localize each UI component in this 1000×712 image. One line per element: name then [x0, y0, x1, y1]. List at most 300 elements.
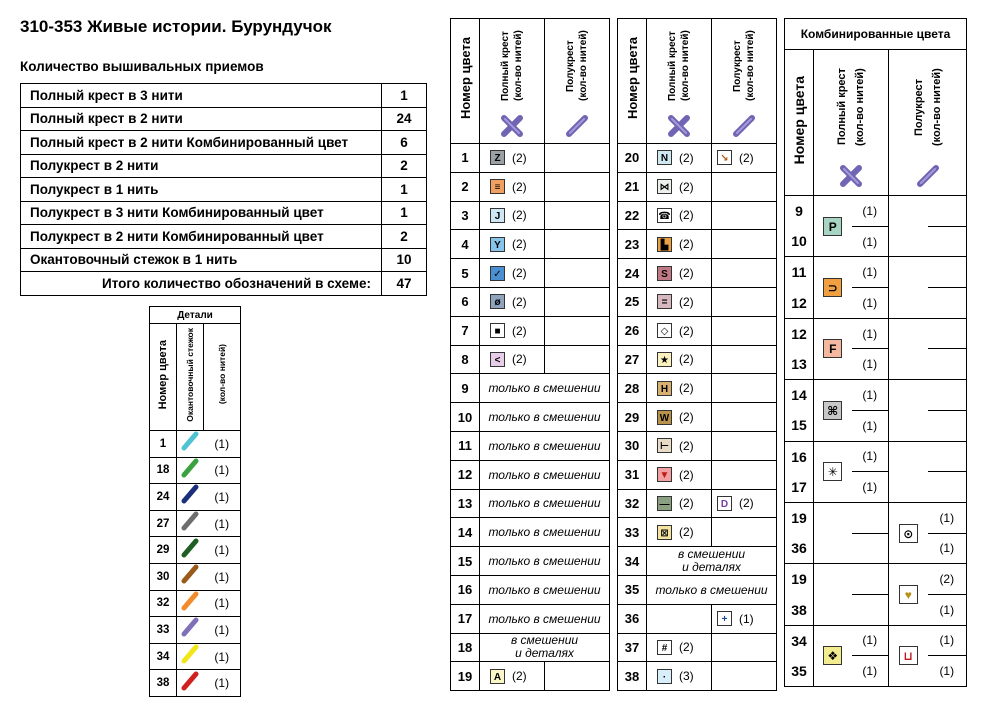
table-row [451, 460, 610, 489]
header-threads: (кол-во нитей) [217, 344, 228, 405]
table-row [451, 259, 610, 288]
symbol-icon: ⊃ [823, 278, 842, 297]
table-row [618, 144, 777, 173]
half-thread-count: (1) [928, 625, 967, 656]
half-cross-cell [712, 633, 777, 662]
mix-only-note: только в смешении [480, 575, 610, 604]
note-line-1: в смешении [510, 633, 579, 648]
symbol-icon: ⊢ [657, 438, 672, 453]
details-row [150, 510, 241, 537]
full-cross-cell [647, 633, 712, 662]
table-row [618, 230, 777, 259]
full-cross-cell [647, 230, 712, 259]
color-number: 37 [618, 633, 647, 662]
half-cross-cell [712, 604, 777, 633]
thread-count: (2) [512, 208, 527, 223]
full-cross-cell [814, 564, 852, 625]
combined-row [785, 656, 967, 687]
symbol-icon: ø [490, 294, 505, 309]
color-number: 18 [451, 633, 480, 662]
thread-count: (1) [852, 226, 889, 257]
details-row [150, 484, 241, 511]
details-thread-count: (1) [204, 510, 241, 537]
summary-row-value: 10 [382, 248, 427, 272]
half-cross-cell [545, 287, 610, 316]
table-row [618, 662, 777, 691]
color-number: 20 [618, 144, 647, 173]
details-row [150, 590, 241, 617]
table-row [618, 345, 777, 374]
symbol-icon: ★ [657, 352, 672, 367]
backstitch-line-icon [180, 511, 200, 531]
details-color-number: 29 [150, 537, 177, 564]
table-row [618, 547, 777, 576]
symbol-icon: N [657, 150, 672, 165]
half-cross-cell [712, 259, 777, 288]
backstitch-icon [177, 617, 204, 644]
half-cross-cell [712, 431, 777, 460]
half-thread-count: (1) [928, 533, 967, 564]
backstitch-line-icon [180, 671, 200, 691]
backstitch-line-icon [180, 617, 200, 637]
summary-row [21, 201, 427, 225]
backstitch-icon [177, 563, 204, 590]
symbol-icon: ✓ [490, 266, 505, 281]
half-symbol-icon: + [717, 611, 732, 626]
table-row [451, 489, 610, 518]
symbol-icon: · [657, 669, 672, 684]
symbol-icon: < [490, 352, 505, 367]
symbol-icon: F [823, 339, 842, 358]
thread-count: (1) [852, 257, 889, 288]
combined-title: Комбинированные цвета [785, 19, 967, 50]
details-thread-count: (1) [204, 431, 241, 458]
symbol-icon: ≡ [490, 179, 505, 194]
combined-row [785, 594, 967, 625]
backstitch-icon [177, 457, 204, 484]
mix-and-details-note [647, 547, 777, 576]
full-cross-cell [647, 345, 712, 374]
details-color-number: 24 [150, 484, 177, 511]
color-number: 5 [451, 259, 480, 288]
half-cross-cell [712, 201, 777, 230]
half-thread-count: (1) [928, 502, 967, 533]
full-cross-cell [480, 144, 545, 173]
backstitch-line-icon [180, 591, 200, 611]
symbol-icon: S [657, 266, 672, 281]
color-number: 15 [451, 547, 480, 576]
color-number: 10 [451, 403, 480, 432]
full-cross-cell [647, 172, 712, 201]
details-color-number: 1 [150, 431, 177, 458]
details-thread-count: (1) [204, 484, 241, 511]
table-row [451, 144, 610, 173]
color-number: 2 [451, 172, 480, 201]
symbol-icon: J [490, 208, 505, 223]
color-number: 19 [451, 662, 480, 691]
details-row [150, 537, 241, 564]
details-row [150, 617, 241, 644]
symbol-icon: H [657, 381, 672, 396]
thread-count: (2) [512, 179, 527, 194]
color-number: 13 [451, 489, 480, 518]
half-cross-cell [889, 196, 928, 257]
details-thread-count: (1) [204, 457, 241, 484]
details-color-number: 34 [150, 643, 177, 670]
combined-row [785, 564, 967, 595]
table-row [451, 345, 610, 374]
header-color-number: Номер цвета [157, 339, 169, 410]
table-row [451, 604, 610, 633]
backstitch-icon [177, 643, 204, 670]
header-backstitch: Окантовочный стежок [185, 327, 195, 422]
thread-count: (2) [679, 381, 694, 396]
header-half-cross: Полукрест [565, 40, 576, 92]
color-number: 36 [785, 533, 814, 564]
half-cross-cell [712, 316, 777, 345]
combined-row [785, 226, 967, 257]
table-header-row [618, 19, 777, 144]
full-cross-cell [814, 441, 852, 502]
half-thread-count [928, 257, 967, 288]
full-cross-cell [480, 259, 545, 288]
details-color-number: 38 [150, 670, 177, 697]
mix-only-note: только в смешении [480, 604, 610, 633]
combined-row [785, 472, 967, 503]
symbol-table-2 [617, 18, 777, 691]
backstitch-icon [177, 484, 204, 511]
thread-count: (2) [512, 266, 527, 281]
combined-row [785, 349, 967, 380]
header-half-cross: Полукрест [912, 78, 925, 136]
color-number: 12 [451, 460, 480, 489]
combined-row [785, 288, 967, 319]
table-row [451, 316, 610, 345]
symbol-icon: A [490, 669, 505, 684]
half-cross-cell [712, 144, 777, 173]
color-number: 35 [785, 656, 814, 687]
full-cross-cell [480, 287, 545, 316]
half-thread-count [928, 410, 967, 441]
table-row [618, 403, 777, 432]
summary-row-value: 2 [382, 225, 427, 249]
half-cross-icon [889, 163, 966, 189]
color-number: 16 [451, 575, 480, 604]
combined-row [785, 502, 967, 533]
backstitch-icon [177, 590, 204, 617]
full-cross-cell [814, 502, 852, 563]
backstitch-line-icon [180, 538, 200, 558]
full-cross-cell [647, 662, 712, 691]
details-thread-count: (1) [204, 617, 241, 644]
backstitch-icon [177, 431, 204, 458]
summary-row [21, 178, 427, 202]
header-threads: (кол-во нитей) [578, 30, 589, 102]
symbol-icon: ⊠ [657, 525, 672, 540]
color-number: 10 [785, 226, 814, 257]
header-threads: (кол-во нитей) [930, 67, 943, 146]
backstitch-line-icon [180, 484, 200, 504]
half-symbol-icon: D [717, 496, 732, 511]
color-number: 7 [451, 316, 480, 345]
details-title-row [150, 307, 241, 324]
thread-count: (2) [512, 294, 527, 309]
half-thread-count: (1) [739, 611, 754, 626]
summary-row-value: 24 [382, 107, 427, 131]
full-cross-cell [647, 201, 712, 230]
half-cross-cell [712, 374, 777, 403]
half-thread-count [928, 288, 967, 319]
full-cross-cell [647, 518, 712, 547]
table-row [451, 575, 610, 604]
half-cross-cell [545, 316, 610, 345]
color-number: 11 [785, 257, 814, 288]
symbol-icon: Y [490, 237, 505, 252]
combined-row [785, 410, 967, 441]
header-full-cross: Полный крест [667, 31, 678, 101]
color-number: 6 [451, 287, 480, 316]
summary-row-value: 1 [382, 178, 427, 202]
header-half-cross: Полукрест [732, 40, 743, 92]
summary-subtitle: Количество вышивальных приемов [20, 59, 264, 74]
half-thread-count: (2) [739, 496, 754, 511]
summary-row-label: Окантовочный стежок в 1 нить [21, 248, 382, 272]
thread-count [852, 533, 889, 564]
thread-count: (2) [512, 352, 527, 367]
combined-title-row [785, 19, 967, 50]
thread-count: (1) [852, 288, 889, 319]
symbol-icon: ■ [490, 323, 505, 338]
combined-row [785, 257, 967, 288]
combined-row [785, 625, 967, 656]
half-cross-cell [545, 172, 610, 201]
half-thread-count [928, 226, 967, 257]
details-row [150, 431, 241, 458]
mix-only-note: только в смешении [480, 431, 610, 460]
thread-count: (2) [679, 208, 694, 223]
symbol-icon: W [657, 410, 672, 425]
full-cross-cell [647, 604, 712, 633]
full-cross-cell [480, 662, 545, 691]
thread-count: (2) [679, 179, 694, 194]
full-cross-cell [480, 316, 545, 345]
full-cross-cell [480, 172, 545, 201]
table-row [618, 604, 777, 633]
details-color-number: 32 [150, 590, 177, 617]
color-number: 17 [451, 604, 480, 633]
combined-colors-table [784, 18, 967, 687]
half-cross-cell [545, 662, 610, 691]
details-color-number: 30 [150, 563, 177, 590]
combined-row [785, 533, 967, 564]
page-title: 310-353 Живые истории. Бурундучок [20, 17, 332, 36]
color-number: 19 [785, 502, 814, 533]
symbol-icon: ◇ [657, 323, 672, 338]
half-thread-count [928, 380, 967, 411]
note-line-1: в смешении [677, 547, 746, 562]
summary-row-value: 1 [382, 84, 427, 108]
thread-count: (2) [679, 150, 694, 165]
full-cross-cell [647, 144, 712, 173]
thread-count [852, 594, 889, 625]
full-cross-cell [647, 316, 712, 345]
thread-count: (2) [512, 669, 527, 684]
full-cross-cell [647, 460, 712, 489]
table-row [451, 633, 610, 662]
half-thread-count [928, 441, 967, 472]
thread-count: (2) [679, 467, 694, 482]
backstitch-line-icon [180, 564, 200, 584]
thread-count: (2) [679, 640, 694, 655]
color-number: 8 [451, 345, 480, 374]
half-thread-count: (2) [928, 564, 967, 595]
header-threads: (кол-во нитей) [745, 30, 756, 102]
summary-total-row [21, 272, 427, 296]
color-number: 17 [785, 472, 814, 503]
table-row [618, 431, 777, 460]
details-header-row [150, 324, 241, 431]
summary-row-label: Полный крест в 3 нити [21, 84, 382, 108]
mix-only-note: только в смешении [480, 403, 610, 432]
full-cross-cell [814, 318, 852, 379]
combined-header-row [785, 50, 967, 196]
table-row [618, 489, 777, 518]
color-number: 34 [785, 625, 814, 656]
color-number: 22 [618, 201, 647, 230]
color-number: 33 [618, 518, 647, 547]
half-cross-cell [712, 287, 777, 316]
thread-count: (2) [679, 266, 694, 281]
thread-count: (2) [679, 410, 694, 425]
header-color-number: Номер цвета [624, 37, 640, 120]
header-threads: (кол-во нитей) [513, 30, 524, 102]
half-cross-cell [545, 259, 610, 288]
color-number: 21 [618, 172, 647, 201]
thread-count: (2) [679, 438, 694, 453]
color-number: 14 [451, 518, 480, 547]
thread-count: (3) [679, 669, 694, 684]
color-number: 27 [618, 345, 647, 374]
summary-row [21, 131, 427, 155]
half-cross-cell [712, 403, 777, 432]
mix-only-note: только в смешении [480, 518, 610, 547]
symbol-icon: P [823, 217, 842, 236]
table-row [618, 259, 777, 288]
summary-total-value: 47 [382, 272, 427, 296]
color-number: 34 [618, 547, 647, 576]
full-cross-cell [647, 431, 712, 460]
summary-total-label: Итого количество обозначений в схеме: [21, 272, 382, 296]
thread-count: (2) [679, 237, 694, 252]
table-row [451, 374, 610, 403]
table-row [451, 403, 610, 432]
color-number: 38 [618, 662, 647, 691]
table-row [451, 547, 610, 576]
details-thread-count: (1) [204, 537, 241, 564]
summary-row-value: 2 [382, 154, 427, 178]
header-threads: (кол-во нитей) [680, 30, 691, 102]
half-symbol-icon: ⊙ [899, 524, 918, 543]
color-number: 38 [785, 594, 814, 625]
details-thread-count: (1) [204, 590, 241, 617]
color-number: 36 [618, 604, 647, 633]
full-cross-cell [647, 287, 712, 316]
details-row [150, 457, 241, 484]
half-cross-icon [712, 113, 776, 139]
header-color-number: Номер цвета [457, 37, 473, 120]
full-cross-cell [814, 625, 852, 686]
full-cross-cell [814, 257, 852, 318]
color-number: 1 [451, 144, 480, 173]
details-title: Детали [150, 307, 241, 324]
half-cross-cell [545, 230, 610, 259]
table-row [451, 172, 610, 201]
color-number: 31 [618, 460, 647, 489]
backstitch-line-icon [180, 644, 200, 664]
summary-table [20, 83, 427, 296]
full-cross-icon [647, 113, 711, 139]
color-number: 32 [618, 489, 647, 518]
thread-count [852, 564, 889, 595]
thread-count: (1) [852, 410, 889, 441]
full-cross-cell [814, 380, 852, 441]
color-number: 4 [451, 230, 480, 259]
thread-count: (1) [852, 472, 889, 503]
details-thread-count: (1) [204, 670, 241, 697]
full-cross-icon [480, 113, 544, 139]
color-number: 23 [618, 230, 647, 259]
half-cross-cell [712, 345, 777, 374]
symbol-icon: Z [490, 150, 505, 165]
symbol-icon: ☎ [657, 208, 672, 223]
symbol-icon: = [657, 294, 672, 309]
full-cross-cell [647, 259, 712, 288]
color-number: 24 [618, 259, 647, 288]
symbol-icon: ▼ [657, 467, 672, 482]
table-row [618, 201, 777, 230]
half-cross-cell [545, 144, 610, 173]
color-number: 12 [785, 288, 814, 319]
table-row [451, 518, 610, 547]
summary-row-label: Полный крест в 2 нити [21, 107, 382, 131]
table-row [618, 633, 777, 662]
half-cross-cell [712, 489, 777, 518]
combined-row [785, 318, 967, 349]
full-cross-cell [480, 201, 545, 230]
details-thread-count: (1) [204, 643, 241, 670]
thread-count: (2) [679, 323, 694, 338]
thread-count: (1) [852, 656, 889, 687]
symbol-icon: — [657, 496, 672, 511]
full-cross-icon [814, 163, 888, 189]
half-symbol-icon: ⊔ [899, 646, 918, 665]
full-cross-cell [647, 374, 712, 403]
half-cross-cell [889, 441, 928, 502]
combined-row [785, 380, 967, 411]
half-thread-count: (1) [928, 656, 967, 687]
thread-count: (2) [679, 294, 694, 309]
summary-row-value: 1 [382, 201, 427, 225]
header-color-number: Номер цвета [791, 75, 807, 165]
half-cross-cell [889, 318, 928, 379]
summary-row [21, 107, 427, 131]
half-cross-cell [545, 201, 610, 230]
summary-row-label: Полукрест в 2 нити [21, 154, 382, 178]
mix-only-note: только в смешении [480, 374, 610, 403]
half-cross-cell [889, 564, 928, 625]
mix-only-note: только в смешении [480, 460, 610, 489]
symbol-icon: ✳ [823, 462, 842, 481]
